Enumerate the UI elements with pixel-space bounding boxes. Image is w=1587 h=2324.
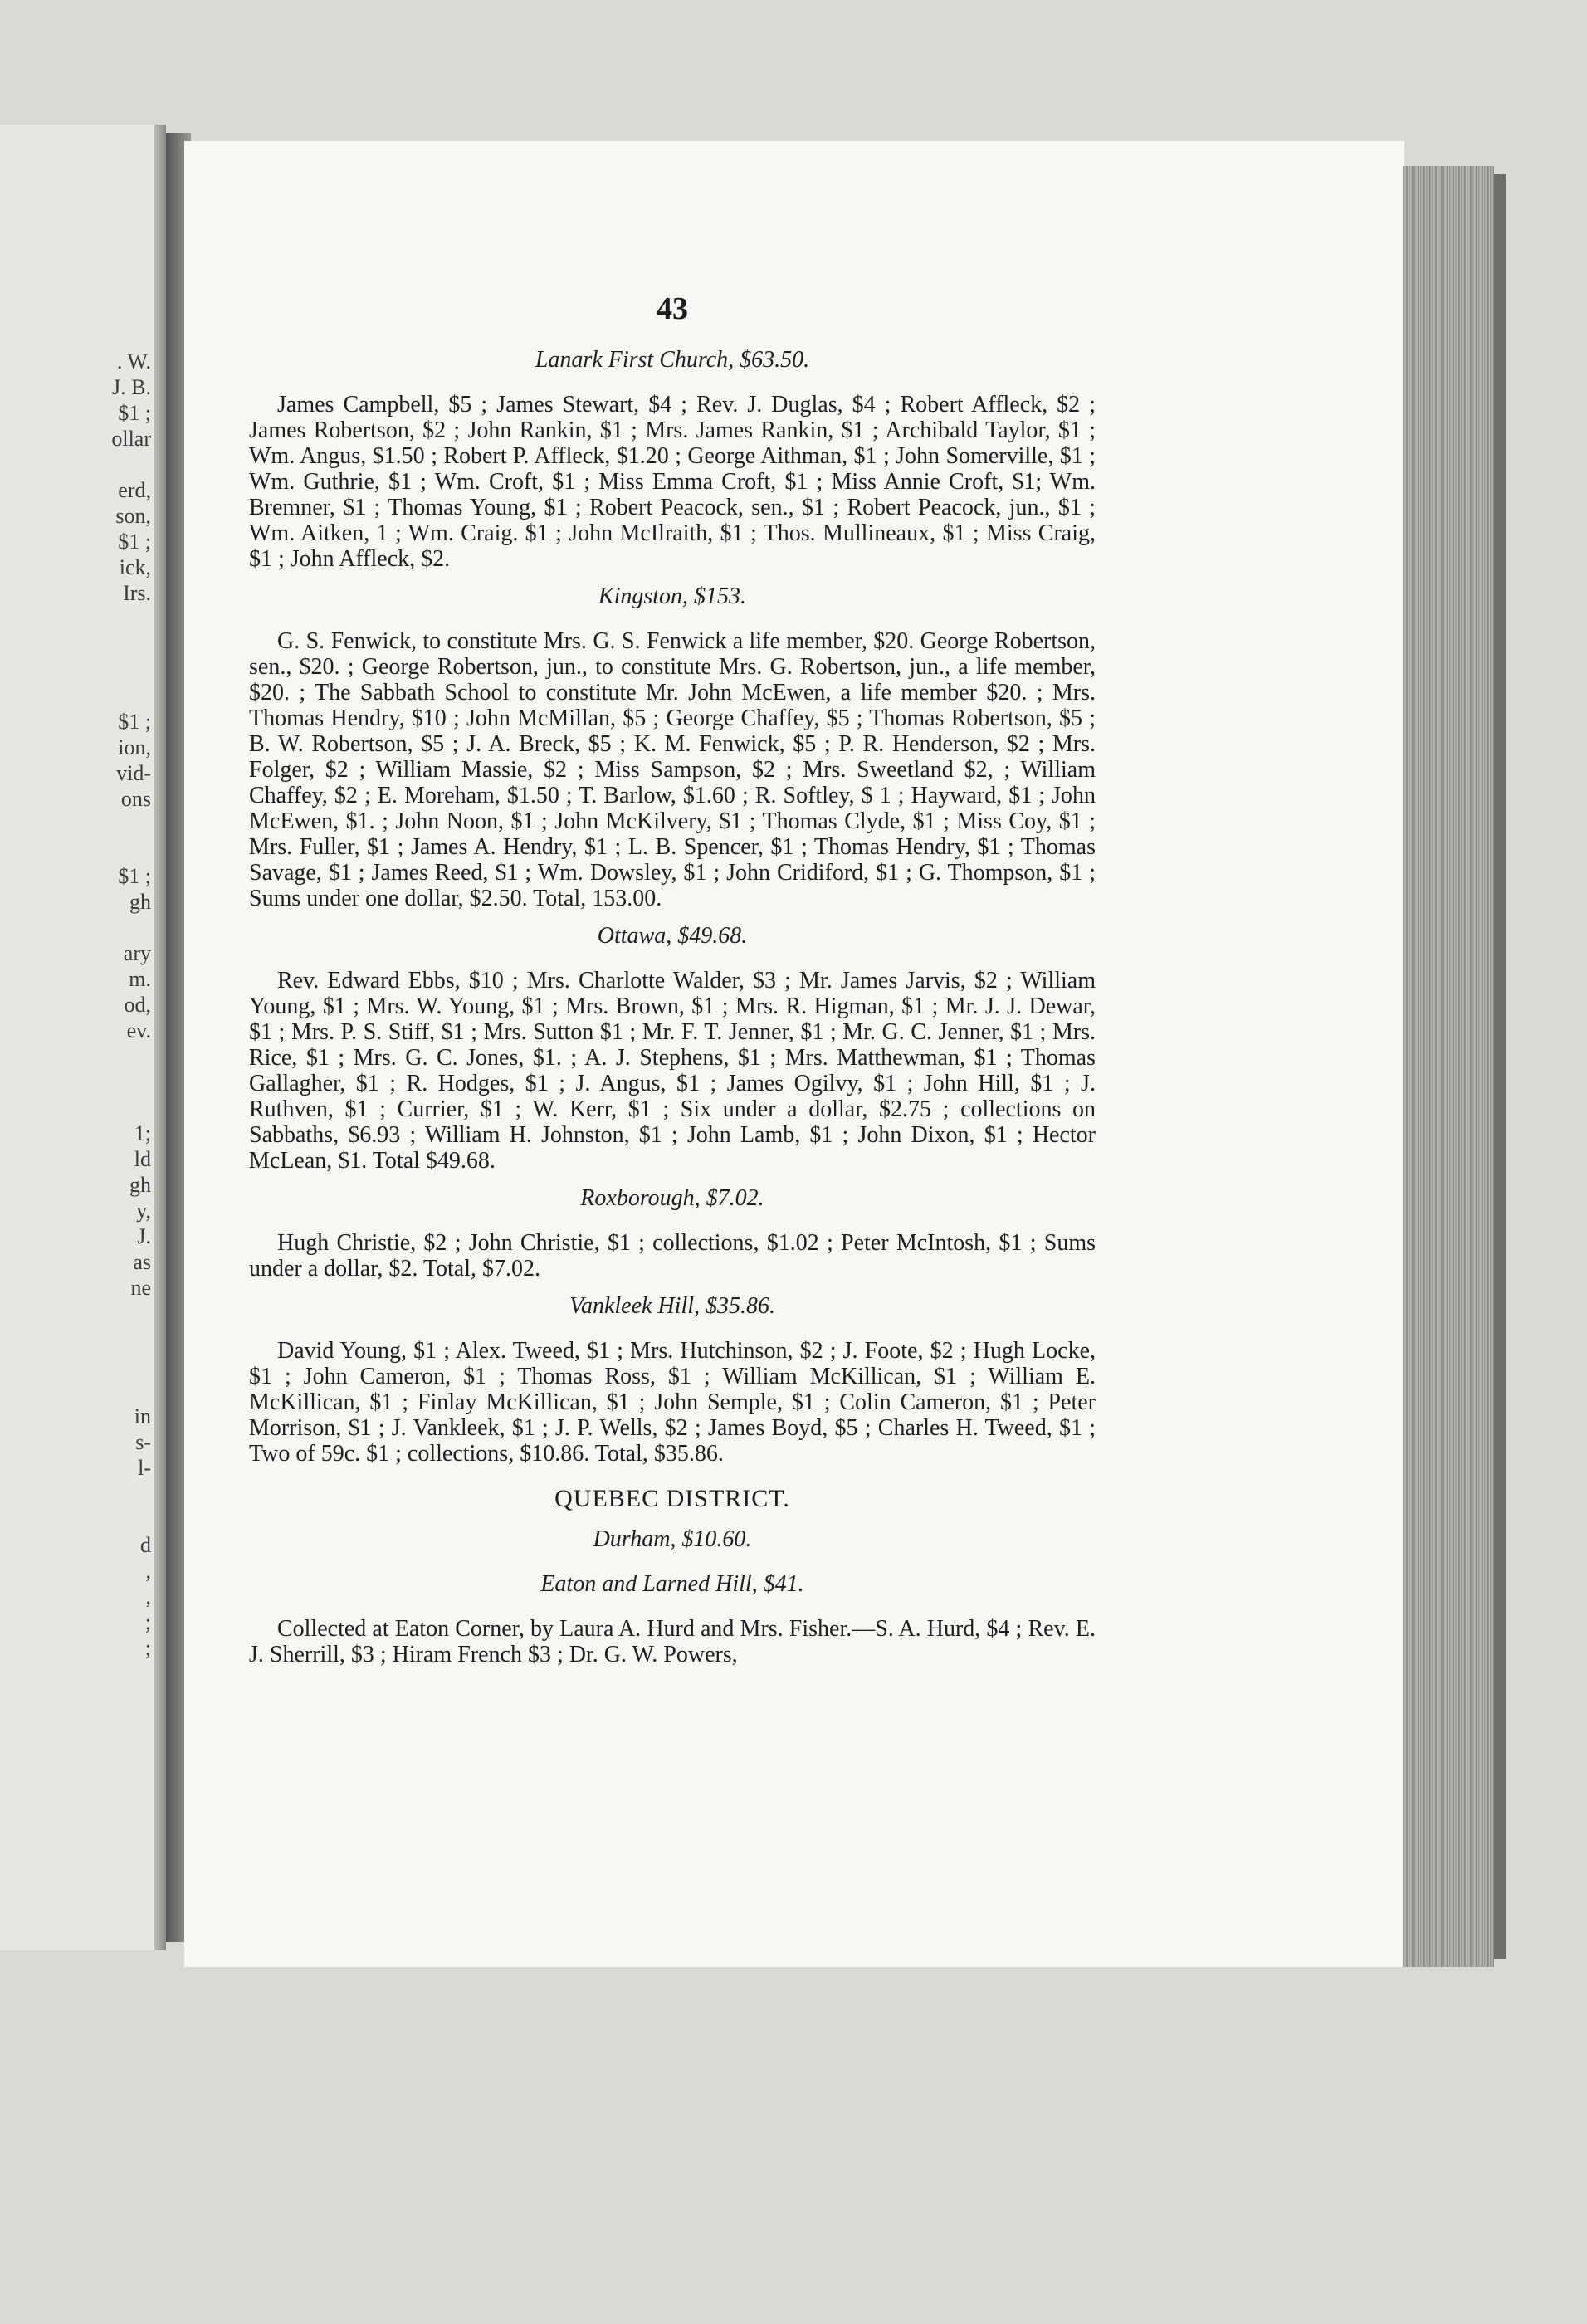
left-fragment: od, (124, 993, 151, 1017)
left-fragment: ons (120, 787, 151, 811)
left-fragment: ld (134, 1147, 151, 1171)
left-fragment: $1 ; (118, 710, 151, 734)
left-fragment: 1; (134, 1121, 151, 1145)
left-fragment: son, (115, 504, 151, 528)
church-heading: Lanark First Church, $63.50. (535, 347, 810, 373)
left-fragment: ev. (126, 1018, 151, 1042)
contributions-paragraph: Collected at Eaton Corner, by Laura A. Hurd and Mrs. Fisher.—S. A. Hurd, $4 ; Rev. E. J. Sherrill, $3 ; Hiram French $3 ; Dr. G. W. Powers, (249, 1616, 1096, 1667)
contributions-paragraph: David Young, $1 ; Alex. Tweed, $1 ; Mrs. Hutchinson, $2 ; J. Foote, $2 ; Hugh Locke, $1 ; John Cameron, $1 ; Thomas Ross, $1 ; William McKillican, $1 ; William E. McKillican, $1 ; Finlay McKillican, $1 ; John Semple, $1 ; Colin Cameron, $1 ; Peter Morrison, $1 ; J. Vankleek, $1 ; J. P. Wells, $2 ; James Boyd, $5 ; Charles H. Tweed, $1 ; Two of 59c. $1 ; collections, $10.86. Total, $35.86. (249, 1338, 1096, 1467)
left-fragment: erd, (118, 478, 151, 502)
left-fragment: ion, (118, 735, 151, 759)
left-fragment (18, 1095, 151, 1120)
left-fragment: gh (129, 1173, 151, 1197)
page-stack-edge (1494, 174, 1506, 1959)
left-fragment: m. (129, 967, 151, 991)
left-fragment: ne (130, 1276, 151, 1300)
left-fragment (18, 1069, 151, 1095)
page-number: 43 (657, 291, 688, 326)
left-page-text-fragments (18, 349, 151, 1661)
left-fragment (18, 452, 151, 477)
church-heading: Ottawa, $49.68. (597, 923, 748, 949)
left-fragment (18, 837, 151, 863)
left-page-edge (154, 124, 166, 1950)
sections (249, 347, 1096, 1667)
church-heading: Kingston, $153. (598, 583, 747, 609)
left-fragment: s- (135, 1430, 151, 1454)
left-fragment (18, 812, 151, 837)
left-fragment (18, 1481, 151, 1506)
left-fragment: l- (138, 1456, 151, 1480)
page-stack (1403, 166, 1494, 1967)
contributions-paragraph: Hugh Christie, $2 ; John Christie, $1 ; collections, $1.02 ; Peter McIntosh, $1 ; Sums under a dollar, $2. Total, $7.02. (249, 1230, 1096, 1282)
church-heading: Eaton and Larned Hill, $41. (540, 1571, 804, 1597)
contributions-paragraph: James Campbell, $5 ; James Stewart, $4 ; Rev. J. Duglas, $4 ; Robert Affleck, $2 ; James Robertson, $2 ; John Rankin, $1 ; Mrs. James Rankin, $1 ; Archibald Taylor, $1 ; Wm. Angus, $1.50 ; Robert P. Affleck, $1.20 ; George Aithman, $1 ; John Somerville, $1 ; Wm. Guthrie, $1 ; Wm. Croft, $1 ; Miss Emma Croft, $1 ; Miss Annie Croft, $1; Wm. Bremner, $1 ; Thomas Young, $1 ; Robert Peacock, sen., $1 ; Robert Peacock, jun., $1 ; Wm. Aitken, 1 ; Wm. Craig. $1 ; John McIlraith, $1 ; Thos. Mullineaux, $1 ; Miss Craig, $1 ; John Affleck, $2. (249, 392, 1096, 572)
left-fragment: J. B. (112, 375, 151, 399)
page-content (249, 290, 1096, 1676)
left-fragment (18, 1043, 151, 1069)
left-fragment: in (134, 1404, 151, 1428)
left-fragment (18, 1301, 151, 1326)
left-fragment: $1 ; (118, 401, 151, 425)
left-fragment: Irs. (123, 581, 151, 605)
left-fragment: vid- (116, 761, 151, 785)
left-fragment: $1 ; (118, 864, 151, 888)
left-fragment: $1 ; (118, 530, 151, 554)
left-fragment (18, 1326, 151, 1352)
left-fragment: . W. (116, 349, 151, 374)
district-heading: QUEBEC DISTRICT. (554, 1485, 790, 1512)
left-fragment: ary (123, 941, 151, 965)
left-fragment (18, 1506, 151, 1532)
church-heading: Vankleek Hill, $35.86. (569, 1293, 776, 1319)
left-fragment: ollar (111, 427, 151, 451)
left-fragment (18, 632, 151, 657)
left-fragment: , (145, 1559, 151, 1583)
left-fragment (18, 1378, 151, 1404)
left-fragment: d (140, 1533, 151, 1557)
contributions-paragraph: Rev. Edward Ebbs, $10 ; Mrs. Charlotte Walder, $3 ; Mr. James Jarvis, $2 ; William Young, $1 ; Mrs. W. Young, $1 ; Mrs. Brown, $1 ; Mrs. R. Higman, $1 ; Mr. J. J. Dewar, $1 ; Mrs. P. S. Stiff, $1 ; Mrs. Sutton $1 ; Mr. F. T. Jenner, $1 ; Mr. G. C. Jenner, $1 ; Mrs. Rice, $1 ; Mrs. G. C. Jones, $1. ; A. J. Stephens, $1 ; Mrs. Matthewman, $1 ; Thomas Gallagher, $1 ; R. Hodges, $1 ; J. Angus, $1 ; James Ogilvy, $1 ; John Hill, $1 ; J. Ruthven, $1 ; Currier, $1 ; W. Kerr, $1 ; Six under a dollar, $2.75 ; collections on Sabbaths, $6.93 ; William H. Johnston, $1 ; John Lamb, $1 ; John Dixon, $1 ; Hector McLean, $1. Total $49.68. (249, 968, 1096, 1174)
left-fragment: , (145, 1584, 151, 1609)
left-fragment (18, 683, 151, 709)
left-fragment: ; (144, 1636, 151, 1660)
left-fragment (18, 1352, 151, 1378)
left-fragment: ; (144, 1610, 151, 1634)
left-fragment (18, 606, 151, 632)
left-fragment: as (133, 1250, 151, 1274)
left-fragment (18, 657, 151, 683)
left-fragment: ick, (119, 555, 151, 579)
left-page (0, 124, 166, 1950)
contributions-paragraph: G. S. Fenwick, to constitute Mrs. G. S. Fenwick a life member, $20. George Robertson, sen., $20. ; George Robertson, jun., to constitute Mrs. G. Robertson, jun., a life member, $20. ; The Sabbath School to constitute Mr. John McEwen, a life member $20. ; Mrs. Thomas Hendry, $10 ; John McMillan, $5 ; George Chaffey, $5 ; Thomas Robertson, $5 ; B. W. Robertson, $5 ; J. A. Breck, $5 ; K. M. Fenwick, $5 ; P. R. Henderson, $2 ; Mrs. Folger, $2 ; William Massie, $2 ; Miss Sampson, $2 ; Mrs. Sweetland $2, ; William Chaffey, $2 ; E. Moreham, $1.50 ; T. Barlow, $1.60 ; R. Softley, $ 1 ; Hayward, $1 ; John McEwen, $1. ; John Noon, $1 ; John McKilvery, $1 ; Thomas Clyde, $1 ; Miss Coy, $1 ; Mrs. Fuller, $1 ; James A. Hendry, $1 ; L. B. Spencer, $1 ; Thomas Hendry, $1 ; Thomas Savage, $1 ; James Reed, $1 ; Wm. Dowsley, $1 ; John Cridiford, $1 ; G. Thompson, $1 ; Sums under one dollar, $2.50. Total, 153.00. (249, 628, 1096, 911)
left-fragment: J. (137, 1224, 151, 1248)
left-fragment (18, 915, 151, 940)
church-heading: Roxborough, $7.02. (580, 1185, 764, 1211)
left-fragment: y, (136, 1199, 151, 1223)
left-fragment: gh (129, 890, 151, 914)
church-heading: Durham, $10.60. (593, 1526, 752, 1552)
